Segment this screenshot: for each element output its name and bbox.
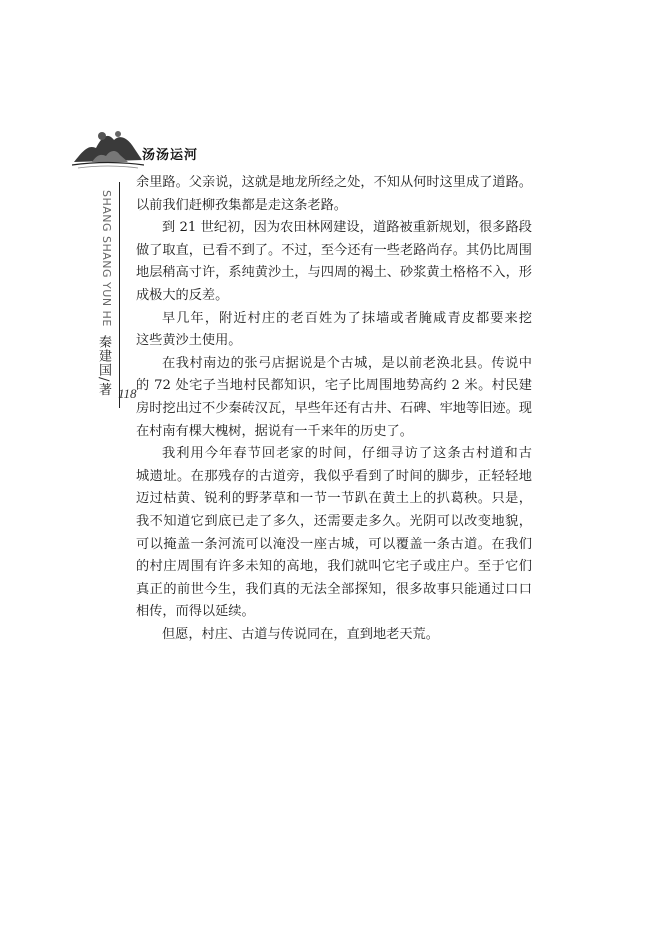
text-line: 早几年，附近村庄的老百姓为了抹墙或者腌咸青皮都要来挖 [162, 310, 532, 326]
page-number: 118 [118, 386, 137, 401]
text-line: 房时挖出过不少秦砖汉瓦，早些年还有古井、石碑、牢地等旧迹。现 [136, 400, 532, 416]
text-line: 我利用今年春节回老家的时间，仔细寻访了这条古村道和古 [162, 446, 532, 462]
text-line: 的村庄周围有许多未知的高地，我们就叫它宅子或庄户。至于它们 [136, 559, 532, 575]
spine-divider-line [119, 182, 120, 408]
book-title-pinyin: SHANG SHANG YUN HE [100, 190, 113, 327]
body-text [136, 172, 532, 646]
landscape-logo-icon [72, 122, 144, 170]
text-line: 的 72 处宅子当地村民都知识，宅子比周围地势高约 2 米。村民建 [136, 378, 532, 394]
text-line: 但愿，村庄、古道与传说同在，直到地老天荒。 [162, 626, 439, 642]
text-line: 成极大的反差。 [136, 287, 229, 303]
text-line: 在我村南边的张弓店据说是个古城，是以前老涣北县。传说中 [162, 355, 532, 371]
text-line: 地层稍高寸许，系纯黄沙土，与四周的褐土、砂浆黄土格格不入，形 [136, 265, 532, 281]
text-line: 迈过枯黄、锐利的野茅草和一节一节趴在黄土上的扒葛秧。只是， [136, 491, 532, 507]
text-line: 我不知道它到底已走了多久，还需要走多久。光阴可以改变地貌， [136, 513, 532, 529]
text-line: 相传，而得以延续。 [136, 604, 255, 620]
text-line: 在村南有棵大槐树，据说有一千来年的历史了。 [136, 423, 413, 439]
text-line: 城遗址。在那残存的古道旁，我似乎看到了时间的脚步，正轻轻地 [136, 468, 532, 484]
book-title: 汤汤运河 [142, 148, 199, 163]
text-line: 以前我们赶柳孜集都是走这条老路。 [136, 197, 347, 213]
text-line: 这些黄沙土使用。 [136, 333, 242, 349]
text-line: 可以掩盖一条河流可以淹没一座古城，可以覆盖一条古道。在我们 [136, 536, 532, 552]
author-credit: 秦建国/著 [96, 335, 111, 397]
text-line: 真正的前世今生，我们真的无法全部探知，很多故事只能通过口口 [136, 581, 532, 597]
text-line: 到 21 世纪初，因为农田林网建设，道路被重新规划，很多路段 [162, 220, 532, 236]
running-header [72, 122, 212, 172]
text-line: 余里路。父亲说，这就是地龙所经之处，不知从何时这里成了道路。 [136, 175, 532, 190]
text-line: 做了取直，已看不到了。不过，至今还有一些老路尚存。其仍比周围 [136, 242, 532, 258]
